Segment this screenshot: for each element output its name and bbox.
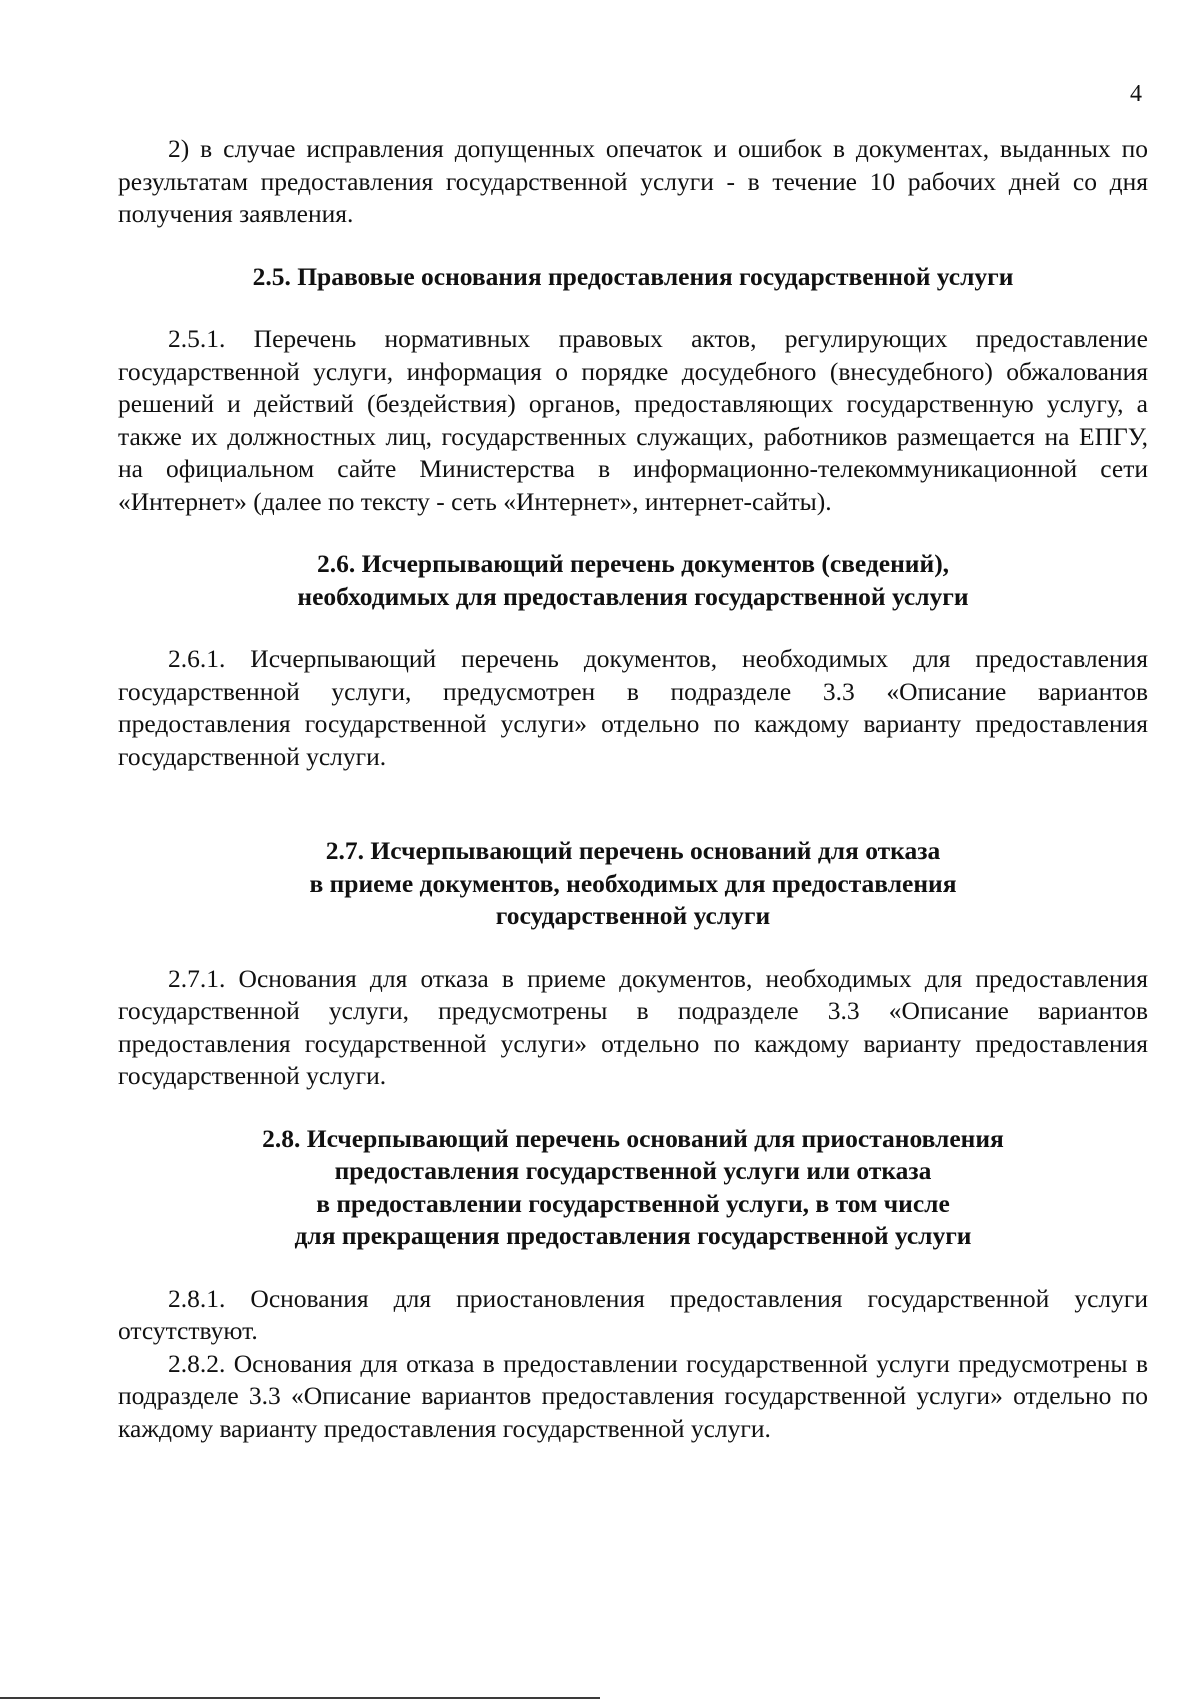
scan-edge-line <box>0 1697 600 1699</box>
section-2-5-heading: 2.5. Правовые основания предоставления государственной услуги <box>252 261 1014 291</box>
section-2-7-heading-line-3: государственной услуги <box>495 901 771 930</box>
intro-item-2: 2) в случае исправления допущенных опечаток и ошибок в документах, выданных по результатам предоставления государственной услуги - в течение 10 рабочих дней со дня получения заявления. <box>118 134 1148 228</box>
document-body <box>118 133 1148 1445</box>
section-2-6-heading <box>118 548 1148 613</box>
section-2-8-heading-line-3: в предоставлении государственной услуги, в том числе <box>316 1188 950 1218</box>
section-2-6-heading-line-1: 2.6. Исчерпывающий перечень документов (сведений), <box>316 549 950 578</box>
section-2-7-heading-line-1: 2.7. Исчерпывающий перечень оснований для отказа <box>325 836 941 865</box>
section-2-8-heading-line-1: 2.8. Исчерпывающий перечень оснований для приостановления <box>262 1123 1004 1153</box>
section-2-7-1-paragraph: 2.7.1. Основания для отказа в приеме документов, необходимых для предоставления государственной услуги, предусмотрены в подразделе 3.3 «Описание вариантов предоставления государственной услуги» отдельно по каждому варианту предоставления государственной услуги. <box>118 963 1148 1090</box>
section-2-8-2-paragraph: 2.8.2. Основания для отказа в предоставлении государственной услуги предусмотрены в подразделе 3.3 «Описание вариантов предоставления государственной услуги» отдельно по каждому варианту предоставления государственной услуги. <box>118 1348 1148 1443</box>
section-2-8-heading-line-2: предоставления государственной услуги или отказа <box>334 1156 932 1185</box>
section-2-8-1-paragraph: 2.8.1. Основания для приостановления предоставления государственной услуги отсутствуют. <box>118 1283 1148 1345</box>
section-2-7-heading <box>118 835 1148 933</box>
page-number: 4 <box>1130 81 1142 107</box>
section-2-6-1-paragraph: 2.6.1. Исчерпывающий перечень документов, необходимых для предоставления государственной услуги, предусмотрен в подразделе 3.3 «Описание вариантов предоставления государственной услуги» отдельно по каждому варианту предоставления государственной услуги. <box>118 644 1148 771</box>
section-2-5-1-paragraph: 2.5.1. Перечень нормативных правовых актов, регулирующих предоставление государственной услуги, информация о порядке досудебного (внесудебного) обжалования решений и действий (бездействия) органов, предоставляющих государственную услугу, а также их должностных лиц, государственных служащих, работников размещается на ЕПГУ, на официальном сайте Министерства в информационно-телекоммуникационной сети «Интернет» (далее по тексту - сеть «Интернет», интернет-сайты). <box>118 324 1148 516</box>
section-2-8-heading <box>118 1123 1148 1253</box>
section-2-7-heading-line-2: в приеме документов, необходимых для предоставления <box>309 868 957 898</box>
section-2-8-heading-line-4: для прекращения предоставления государственной услуги <box>294 1221 972 1250</box>
section-2-6-heading-line-2: необходимых для предоставления государственной услуги <box>297 581 969 611</box>
